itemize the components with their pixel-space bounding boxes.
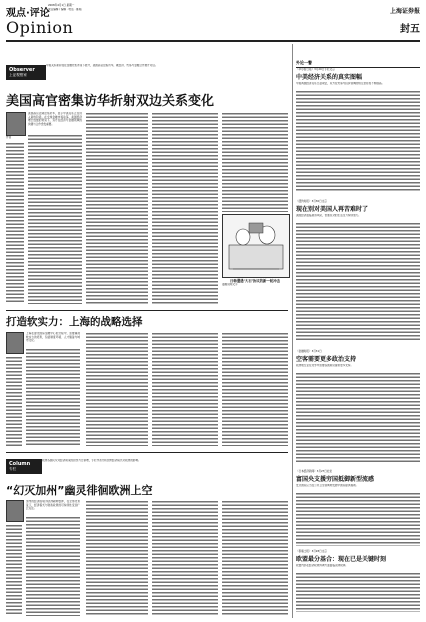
- sidebar-item-5: [296, 550, 420, 612]
- observer-tag: Observer 上证观察家: [6, 65, 46, 80]
- observer-lead: 中美关系新阶段在金融危机背景下展开，美国高官密集访华，就经济、贸易与金融合作展开对话。: [46, 64, 158, 67]
- sidebar-item-4: [296, 470, 420, 546]
- sidebar-item-3: [296, 350, 420, 462]
- column-lead: 欧洲各国民众对经济前景的担忧与日俱增，专栏作者分析加州经济模式对欧洲的影响。: [42, 459, 141, 462]
- divider-1: [6, 310, 288, 311]
- page-label: 封五: [400, 24, 420, 35]
- column-body: 加州的经济困境为欧洲敲响警钟，在全球化背景下，经济模式与财政政策的可持续性受到广泛关注。: [26, 500, 80, 510]
- sidebar-item-source: 《纽约时报》3月30日文章: [296, 200, 327, 203]
- observer-column-3: [86, 112, 148, 304]
- sidebar-item-1: [296, 68, 420, 192]
- divider-2: [6, 452, 288, 453]
- sidebar-item-source: 《金融时报》3月31日: [296, 350, 322, 353]
- article2-column-1: [26, 348, 80, 446]
- section-title-cn: 观点·评论: [6, 8, 50, 19]
- sidebar: [296, 60, 420, 616]
- article2-column-5: [222, 332, 288, 446]
- column-column-5: [222, 500, 288, 616]
- observer-column-2: [6, 142, 24, 304]
- sidebar-item-lines: [296, 222, 420, 340]
- article2-body: 上海在建设国际金融中心的过程中，需要重视软实力的培育，包括制度环境、人才储备与城市文化。: [26, 332, 80, 342]
- column-column-3: [86, 500, 148, 616]
- article2-column-3: [86, 332, 148, 446]
- observer-column-5: [222, 112, 288, 212]
- observer-body: 美国高官近期密集访华，显示中美关系正在进入新的阶段。在全球金融市场动荡、美国经济增长放缓的背景下，双方在经济与金融领域的沟通与合作愈发重要。: [28, 112, 82, 126]
- editorial-cartoon: [222, 214, 290, 278]
- masthead: [6, 4, 420, 42]
- article2-column-4: [152, 332, 218, 446]
- sidebar-item-body: 中美两国经济关系日益紧密，双方在贸易与投资领域的相互依存度不断提高。: [296, 82, 385, 86]
- sidebar-item-body: 发达国家应当在公共卫生领域向发展中国家提供援助。: [296, 484, 359, 488]
- sidebar-item-body: 欧盟内部在经济政策协调方面面临关键抉择。: [296, 564, 348, 568]
- sidebar-divider: [292, 44, 293, 618]
- sidebar-item-title: 空客需要更多政治支持: [296, 356, 357, 364]
- section-title-en: Opinion: [6, 18, 74, 37]
- sidebar-item-source: 《华尔街日报》3月29日专栏文章: [296, 68, 335, 71]
- sidebar-item-body: 美国经济面临衰退风险，普通民众的生活压力持续加大。: [296, 214, 361, 218]
- sidebar-item-lines: [296, 372, 420, 462]
- masthead-rule: [6, 40, 420, 42]
- sidebar-item-source: 《泰晤士报》3月28日文章: [296, 550, 327, 553]
- sidebar-item-title: 富国央支援穷国抵御新型流感: [296, 476, 375, 484]
- sidebar-item-lines: [296, 572, 420, 612]
- column-headline: “幻灭加州”幽灵徘徊欧洲上空: [6, 484, 153, 497]
- sidebar-header: 外论一瞥: [296, 60, 420, 68]
- article2-headline: 打造软实力：上海的战略选择: [6, 316, 143, 328]
- cartoon-drawing: [223, 215, 289, 277]
- column-column-2: [6, 524, 22, 616]
- article2-column-2: [6, 356, 22, 446]
- sidebar-item-body: 欧洲航空业在竞争中需要各国政府提供更多支持。: [296, 364, 354, 368]
- observer-headline: 美国高官密集访华折射双边关系变化: [6, 94, 215, 109]
- cartoon-caption-title: 日韩遭遇‘大石’协议的新一轮冲击: [229, 279, 281, 283]
- article2-author-photo: [6, 332, 24, 354]
- column-column-1: [26, 516, 80, 616]
- sidebar-item-title: 中美经济关系的真实图幅: [296, 74, 363, 82]
- paper-name: 上海证券报: [389, 8, 420, 15]
- date-line: 2008年4月1日 星期一: [48, 4, 75, 7]
- observer-column-4: [152, 112, 218, 304]
- observer-byline: 作者: [6, 136, 12, 139]
- cartoon-caption-text: 漫画说明文字: [222, 283, 238, 286]
- column-author-photo: [6, 500, 24, 522]
- sidebar-item-source: 《日本经济新闻》3月27日社论: [296, 470, 333, 473]
- sidebar-item-2: [296, 200, 420, 340]
- author-photo: [6, 112, 26, 136]
- sidebar-item-title: 欧盟最分基合：现在已是关键时刻: [296, 556, 387, 564]
- sidebar-item-lines: [296, 90, 420, 192]
- observer-column-1: [28, 134, 82, 304]
- column-column-4: [152, 500, 218, 616]
- column-tag: Column 专栏: [6, 459, 42, 474]
- editor-line: 责任编辑 / 编辑 · 电话 · 邮箱: [48, 8, 82, 11]
- sidebar-item-lines: [296, 492, 420, 546]
- sidebar-item-title: 现在别对美国人再苦难时了: [296, 206, 369, 214]
